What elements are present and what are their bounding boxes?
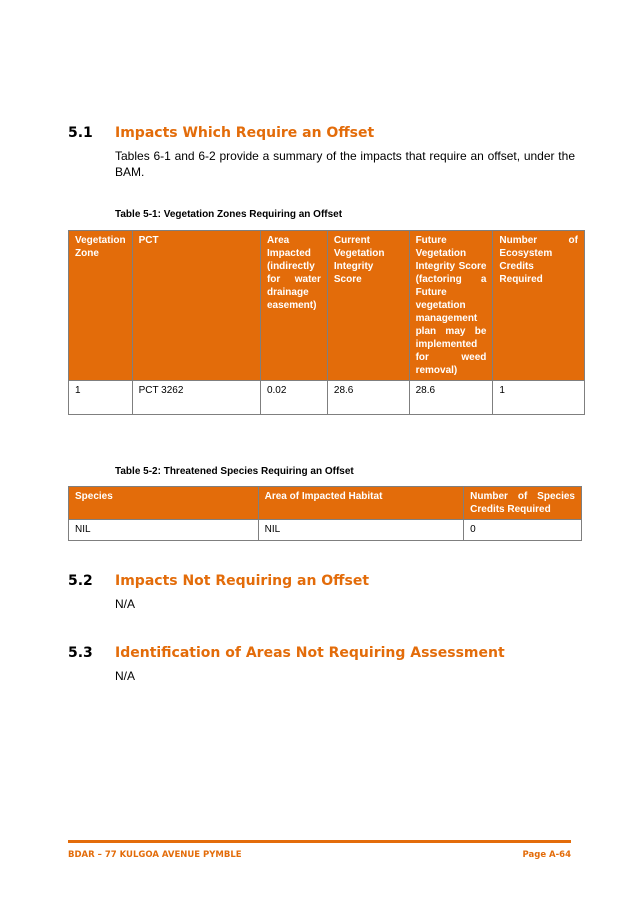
header-cell: Number of Species Credits Required [464, 487, 582, 520]
section-title: Impacts Not Requiring an Offset [115, 573, 370, 589]
table-caption: Table 5-2: Threatened Species Requiring an Offset [115, 466, 354, 477]
header-cell: Area Impacted (indirectly for water drainage easement) [260, 231, 327, 381]
table-cell: 1 [493, 381, 585, 415]
table-row [69, 520, 582, 541]
header-cell: Species [69, 487, 259, 520]
table-cell: NIL [69, 520, 259, 541]
section-title: Identification of Areas Not Requiring Assessment [115, 645, 505, 661]
footer-rule [68, 840, 571, 843]
footer-document-title: BDAR – 77 KULGOA AVENUE PYMBLE [68, 850, 242, 860]
section-number: 5.2 [68, 573, 93, 589]
section-number: 5.1 [68, 125, 93, 141]
table-caption: Table 5-1: Vegetation Zones Requiring an Offset [115, 209, 343, 220]
threatened-species-table [68, 486, 582, 541]
table-cell: 28.6 [327, 381, 409, 415]
table-row [69, 381, 585, 415]
section-title: Impacts Which Require an Offset [115, 125, 375, 141]
header-cell: Number of Ecosystem Credits Required [493, 231, 585, 381]
table-cell: 28.6 [409, 381, 493, 415]
section-paragraph: Tables 6-1 and 6-2 provide a summary of the impacts that require an offset, under the BAM. [115, 149, 575, 179]
header-cell: Current Vegetation Integrity Score [327, 231, 409, 381]
table-cell: NIL [258, 520, 464, 541]
table-cell: 0.02 [260, 381, 327, 415]
vegetation-zones-table [68, 230, 585, 415]
table-cell: PCT 3262 [132, 381, 260, 415]
section-paragraph: N/A [115, 597, 136, 611]
section-paragraph: N/A [115, 669, 136, 683]
table-cell: 0 [464, 520, 582, 541]
header-cell: Vegetation Zone [69, 231, 133, 381]
footer-page-number: Page A-64 [522, 850, 571, 860]
section-number: 5.3 [68, 645, 93, 661]
table-cell: 1 [69, 381, 133, 415]
header-cell: Area of Impacted Habitat [258, 487, 464, 520]
header-cell: PCT [132, 231, 260, 381]
table-header-row [69, 231, 585, 381]
table-header-row [69, 487, 582, 520]
header-cell: Future Vegetation Integrity Score (factoring a Future vegetation management plan may be implemented for weed removal) [409, 231, 493, 381]
